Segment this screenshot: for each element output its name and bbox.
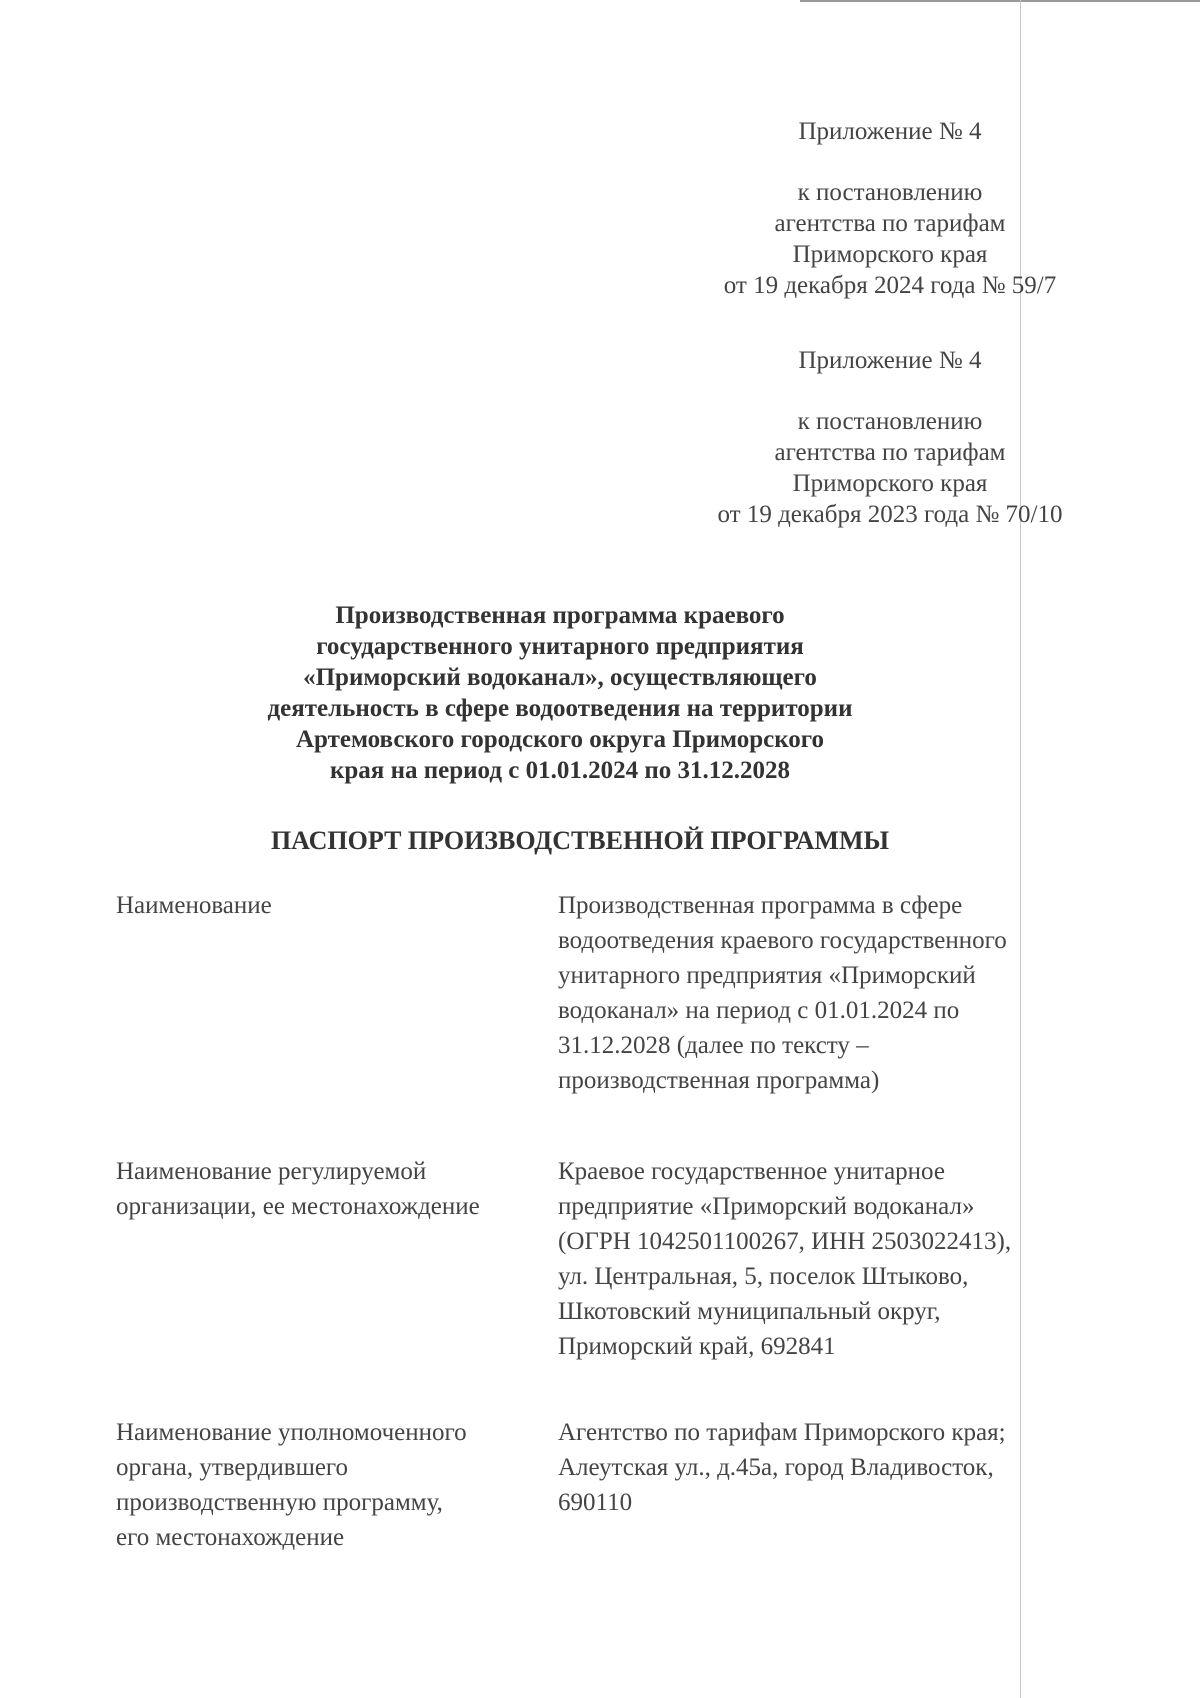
program-title xyxy=(210,600,910,786)
appendix-label: Приложение № 4 xyxy=(798,347,982,374)
value-line: (ОГРН 1042501100267, ИНН 2503022413), xyxy=(558,1228,1012,1255)
label-line: производственную программу, xyxy=(116,1489,443,1516)
passport-heading: ПАСПОРТ ПРОИЗВОДСТВЕННОЙ ПРОГРАММЫ xyxy=(270,826,890,855)
program-title-line: «Приморский водоканал», осуществляющего xyxy=(303,664,817,691)
appendix-block-2024 xyxy=(690,116,1090,301)
label-line: Наименование уполномоченного xyxy=(116,1419,467,1446)
label-line: Наименование xyxy=(116,892,272,919)
label-line: Наименование регулируемой xyxy=(116,1158,427,1185)
value-line: водоканал» на период с 01.01.2024 по xyxy=(558,997,960,1024)
value-line: ул. Центральная, 5, поселок Штыково, xyxy=(558,1263,969,1290)
value-line: 690110 xyxy=(558,1489,633,1516)
label-line: организации, ее местонахождение xyxy=(116,1193,480,1220)
program-title-line: деятельность в сфере водоотведения на территории xyxy=(267,695,853,722)
value-line: 31.12.2028 (далее по тексту – xyxy=(558,1032,869,1059)
appendix-label: Приложение № 4 xyxy=(798,118,982,145)
appendix-line: агентства по тарифам xyxy=(774,439,1006,466)
value-line: Алеутская ул., д.45а, город Владивосток, xyxy=(558,1454,994,1481)
passport-row-label xyxy=(116,888,546,923)
passport-row-value xyxy=(558,888,1098,1098)
appendix-line: от 19 декабря 2023 года № 70/10 xyxy=(717,501,1063,528)
value-line: водоотведения краевого государственного xyxy=(558,927,1007,954)
program-title-line: государственного унитарного предприятия xyxy=(316,633,804,660)
appendix-line: к постановлению xyxy=(797,408,983,435)
appendix-line: Приморского края xyxy=(792,470,988,497)
value-line: производственная программа) xyxy=(558,1067,880,1094)
appendix-block-2023 xyxy=(680,345,1100,530)
value-line: Производственная программа в сфере xyxy=(558,892,963,919)
appendix-line: от 19 декабря 2024 года № 59/7 xyxy=(723,272,1057,299)
appendix-line: Приморского края xyxy=(792,241,988,268)
passport-row-label xyxy=(116,1415,546,1555)
program-title-line: Артемовского городского округа Приморского xyxy=(295,726,825,753)
value-line: Шкотовский муниципальный округ, xyxy=(558,1298,941,1325)
value-line: Агентство по тарифам Приморского края; xyxy=(558,1419,1006,1446)
program-title-line: Производственная программа краевого xyxy=(335,602,785,629)
passport-row-value xyxy=(558,1415,1098,1520)
value-line: унитарного предприятия «Приморский xyxy=(558,962,976,989)
scan-edge-top xyxy=(800,0,1200,2)
value-line: Краевое государственное унитарное xyxy=(558,1158,945,1185)
passport-row-value xyxy=(558,1154,1098,1364)
value-line: предприятие «Приморский водоканал» xyxy=(558,1193,975,1220)
label-line: его местонахождение xyxy=(116,1524,345,1551)
label-line: органа, утвердившего xyxy=(116,1454,349,1481)
value-line: Приморский край, 692841 xyxy=(558,1333,836,1360)
program-title-line: края на период с 01.01.2024 по 31.12.2028 xyxy=(330,757,790,784)
appendix-line: к постановлению xyxy=(797,179,983,206)
passport-row-label xyxy=(116,1154,546,1224)
appendix-line: агентства по тарифам xyxy=(774,210,1006,237)
